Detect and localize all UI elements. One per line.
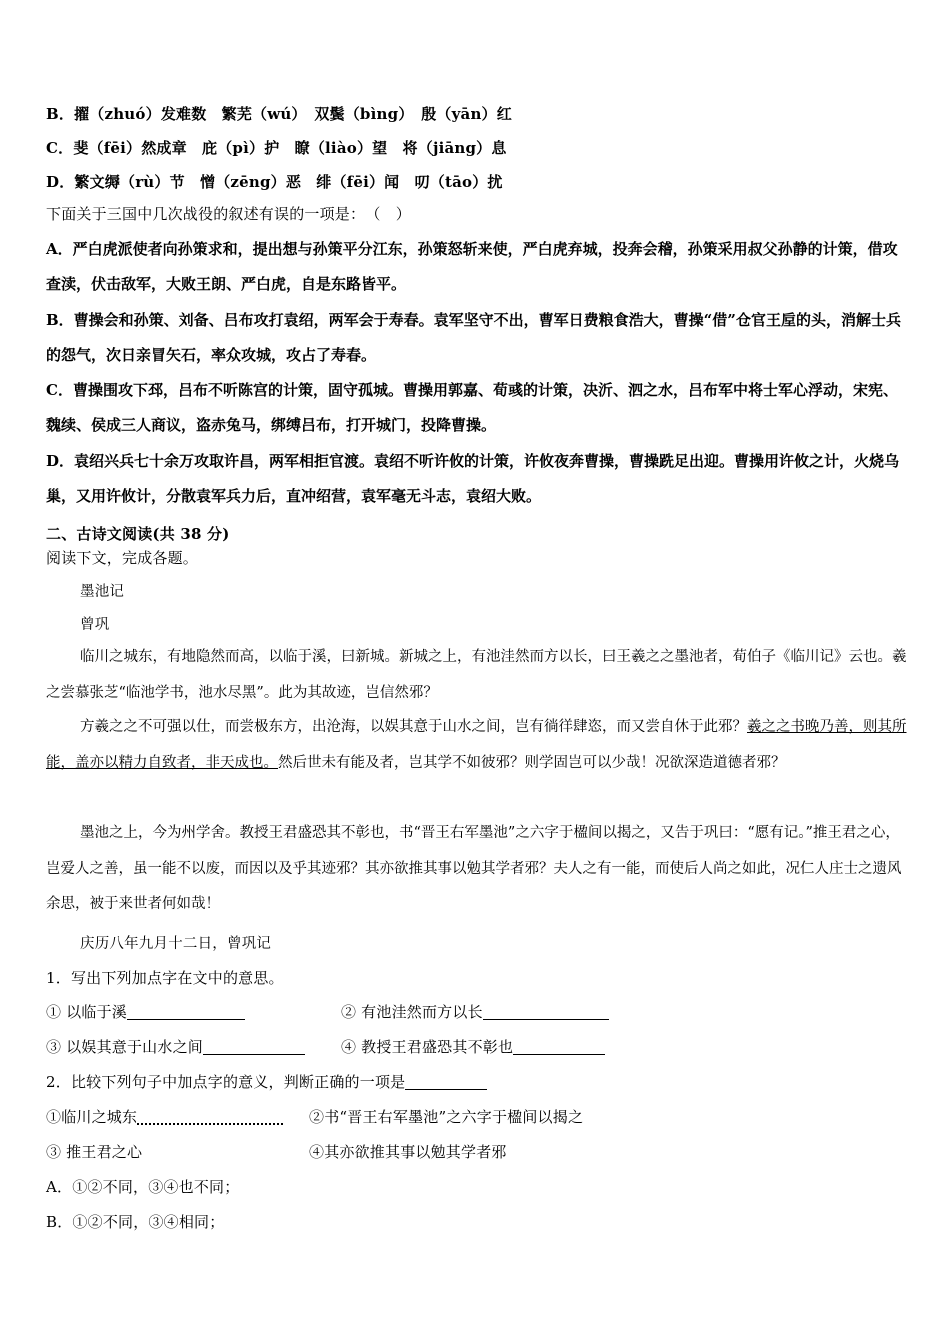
q2-sentence-1: ①临川之城东 xyxy=(46,1107,283,1127)
essay-paragraph-1: 临川之城东，有地隐然而高，以临于溪，曰新城。新城之上，有池洼然而方以长，曰王羲之之墨池者，荀伯子《临川记》云也。羲之尝慕张芝“临池学书，池水尽黑”。此为其故迹，岂信然邪？ xyxy=(46,649,907,701)
essay-paragraph-2 xyxy=(46,710,908,781)
essay-paragraph-3: 墨池之上，今为州学舍。教授王君盛恐其不彰也，书“晋王右军墨池”之六字于楹间以揭之，又告于巩曰：“愿有记。”推王君之心，岂爱人之善，虽一能不以废，而因以及乎其迹邪？其亦欲推其事以勉其学者邪？夫人之有一能，而使后人尚之如此，况仁人庄士之遗风余思，被于来世者何如哉！ xyxy=(46,825,902,912)
q2-option-b: B．①②不同，③④相同； xyxy=(46,1213,225,1231)
q-prev-option-b: B．擢（zhuó）发难数 繁芜（wú） 双鬓（bìng） 殷（yān）红 xyxy=(46,105,512,123)
essay-paragraph-2-part-b: 然后世未有能及者，岂其学不如彼邪？则学固岂可以少哉！况欲深造道德者邪？ xyxy=(278,754,786,771)
essay-underlined-sentence: 羲之之书晚乃善，则其所能，盖亦以精力自致者，非天成也。 xyxy=(46,719,907,771)
battle-option-b: B．曹操会和孙策、刘备、吕布攻打袁绍，两军会于寿春。袁军坚守不出，曹军日费粮食浩大，曹操“借”仓官王垕的头，消解士兵的怨气，次日亲冒矢石，率众攻城，攻占了寿春。 xyxy=(46,311,901,364)
essay-title: 墨池记 xyxy=(80,584,125,600)
essay-date: 庆历八年九月十二日，曾巩记 xyxy=(80,936,272,952)
q1-item-1: ① 以临于溪 xyxy=(46,1002,245,1022)
q1-stem: 1．写出下列加点字在文中的意思。 xyxy=(46,969,284,987)
emphasis-dots xyxy=(137,1109,283,1125)
answer-blank[interactable] xyxy=(513,1038,605,1055)
q2-sentence-4: ④其亦欲推其事以勉其学者邪 xyxy=(309,1143,507,1161)
q1-item-2: ② 有池洼然而方以长 xyxy=(341,1002,609,1022)
q2-sentence-3: ③ 推王君之心 xyxy=(46,1143,143,1161)
essay-author: 曾巩 xyxy=(80,617,110,633)
answer-blank[interactable] xyxy=(483,1003,609,1020)
answer-blank[interactable] xyxy=(405,1073,487,1090)
q2-option-a: A．①②不同，③④也不同； xyxy=(46,1178,240,1196)
battle-option-a: A．严白虎派使者向孙策求和，提出想与孙策平分江东，孙策怒斩来使，严白虎弃城，投奔会稽，孙策采用叔父孙静的计策，借攻查渎，伏击敌军，大败王朗、严白虎，自是东路皆平。 xyxy=(46,240,898,293)
battle-option-c: C．曹操围攻下邳，吕布不听陈宫的计策，固守孤城。曹操用郭嘉、荀彧的计策，决沂、泗之水，吕布军中将士军心浮动，宋宪、魏续、侯成三人商议，盗赤兔马，绑缚吕布，打开城门，投降曹操。 xyxy=(46,381,898,434)
battle-question-stem: 下面关于三国中几次战役的叙述有误的一项是： （ ） xyxy=(46,205,412,223)
answer-blank[interactable] xyxy=(203,1038,305,1055)
q1-item-4: ④ 教授王君盛恐其不彰也 xyxy=(341,1037,605,1057)
q-prev-option-d: D．繁文缛（rù）节 憎（zēng）恶 绯（fēi）闻 叨（tāo）扰 xyxy=(46,173,503,191)
section-heading: 二、古诗文阅读(共 38 分) xyxy=(46,525,230,543)
q2-stem: 2．比较下列句子中加点字的意义，判断正确的一项是 xyxy=(46,1072,487,1092)
essay-paragraph-2-part-a: 方羲之之不可强以仕，而尝极东方，出沧海，以娱其意于山水之间，岂有徜徉肆恣，而又尝自休于此邪？ xyxy=(80,719,747,735)
q1-item-3: ③ 以娱其意于山水之间 xyxy=(46,1037,305,1057)
q2-sentence-2: ②书“晋王右军墨池”之六字于楹间以揭之 xyxy=(309,1108,584,1126)
section-instruction: 阅读下文，完成各题。 xyxy=(46,549,199,567)
q-prev-option-c: C．斐（fēi）然成章 庇（pì）护 瞭（liào）望 将（jiāng）息 xyxy=(46,139,507,157)
battle-option-d: D．袁绍兴兵七十余万攻取许昌，两军相拒官渡。袁绍不听许攸的计策，许攸夜奔曹操，曹操跣足出迎。曹操用许攸之计，火烧乌巢，又用许攸计，分散袁军兵力后，直冲绍营，袁军毫无斗志，袁绍大败。 xyxy=(46,452,900,505)
answer-blank[interactable] xyxy=(127,1003,245,1020)
